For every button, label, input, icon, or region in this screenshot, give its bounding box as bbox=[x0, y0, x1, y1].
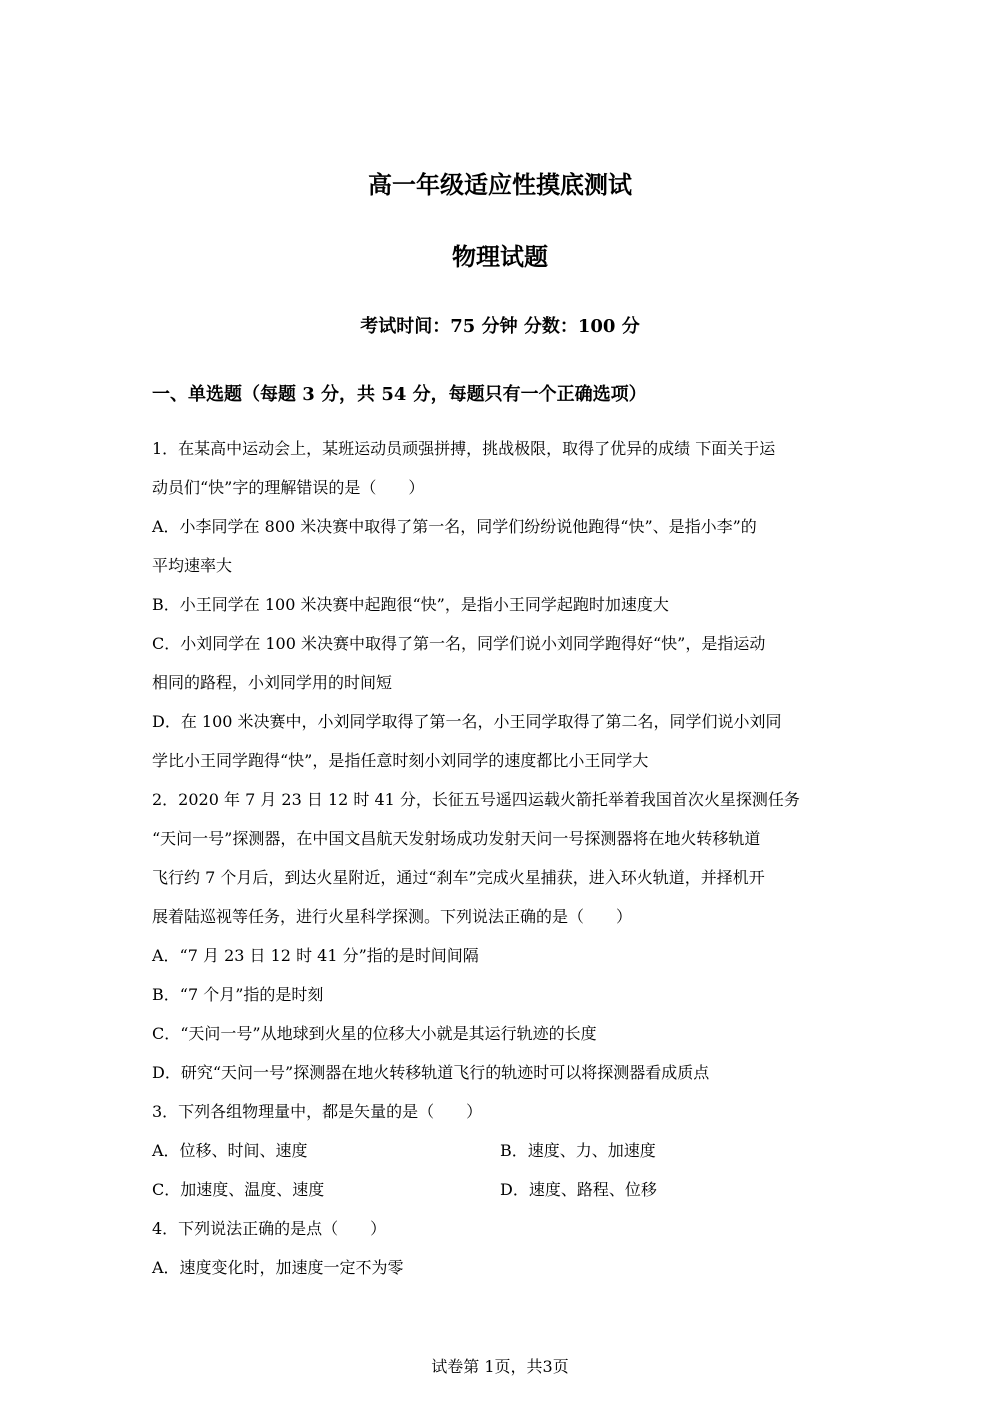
q1-option-a-line2: 平均速率大 bbox=[152, 556, 233, 575]
q1-option-c-line1: C．小刘同学在 100 米决赛中取得了第一名，同学们说小刘同学跑得好“快”，是指运动 bbox=[152, 634, 766, 653]
q1-stem-line1: 1．在某高中运动会上，某班运动员顽强拼搏，挑战极限，取得了优异的成绩 下面关于运 bbox=[152, 439, 776, 458]
q3-option-c: C．加速度、温度、速度 bbox=[152, 1180, 325, 1199]
exam-info: 考试时间：75 分钟 分数：100 分 bbox=[360, 316, 640, 337]
q2-stem-line1: 2．2020 年 7 月 23 日 12 时 41 分，长征五号遥四运载火箭托举着我国首次火星探测任务 bbox=[152, 790, 800, 809]
q3-option-b: B．速度、力、加速度 bbox=[500, 1141, 656, 1160]
exam-subtitle: 物理试题 bbox=[452, 242, 548, 271]
q1-option-c-line2: 相同的路程，小刘同学用的时间短 bbox=[152, 673, 393, 692]
q4-option-a: A．速度变化时，加速度一定不为零 bbox=[152, 1258, 404, 1277]
page-footer: 试卷第 1页，共3页 bbox=[431, 1357, 569, 1376]
questions-body bbox=[152, 429, 842, 1287]
q2-option-a: A．“7 月 23 日 12 时 41 分”指的是时间间隔 bbox=[152, 946, 479, 965]
q1-stem-line2: 动员们“快”字的理解错误的是（ ） bbox=[152, 478, 425, 497]
q2-option-d: D．研究“天问一号”探测器在地火转移轨道飞行的轨迹时可以将探测器看成质点 bbox=[152, 1063, 710, 1082]
q3-option-d: D．速度、路程、位移 bbox=[500, 1180, 657, 1199]
q1-option-a-line1: A．小李同学在 800 米决赛中取得了第一名，同学们纷纷说他跑得“快”、是指小李”的 bbox=[152, 517, 757, 536]
q2-option-b: B．“7 个月”指的是时刻 bbox=[152, 985, 324, 1004]
q1-option-b: B．小王同学在 100 米决赛中起跑很“快”，是指小王同学起跑时加速度大 bbox=[152, 595, 669, 614]
q3-options-row2 bbox=[152, 1170, 842, 1209]
q4-stem: 4．下列说法正确的是点（ ） bbox=[152, 1219, 387, 1238]
q2-stem-line4: 展着陆巡视等任务，进行火星科学探测。下列说法正确的是（ ） bbox=[152, 907, 633, 926]
q3-option-a: A．位移、时间、速度 bbox=[152, 1141, 308, 1160]
q1-option-d-line1: D．在 100 米决赛中，小刘同学取得了第一名，小王同学取得了第二名，同学们说小刘同 bbox=[152, 712, 782, 731]
q1-option-d-line2: 学比小王同学跑得“快”，是指任意时刻小刘同学的速度都比小王同学大 bbox=[152, 751, 649, 770]
q2-stem-line3: 飞行约 7 个月后，到达火星附近，通过“刹车”完成火星捕获，进入环火轨道，并择机开 bbox=[152, 868, 765, 887]
q3-stem: 3．下列各组物理量中，都是矢量的是（ ） bbox=[152, 1102, 483, 1121]
exam-title: 高一年级适应性摸底测试 bbox=[368, 170, 632, 199]
q2-stem-line2: “天问一号”探测器，在中国文昌航天发射场成功发射天问一号探测器将在地火转移轨道 bbox=[152, 829, 761, 848]
q3-options-row1 bbox=[152, 1131, 842, 1170]
section-heading: 一、单选题（每题 3 分，共 54 分，每题只有一个正确选项） bbox=[152, 384, 647, 405]
q2-option-c: C．“天问一号”从地球到火星的位移大小就是其运行轨迹的长度 bbox=[152, 1024, 597, 1043]
